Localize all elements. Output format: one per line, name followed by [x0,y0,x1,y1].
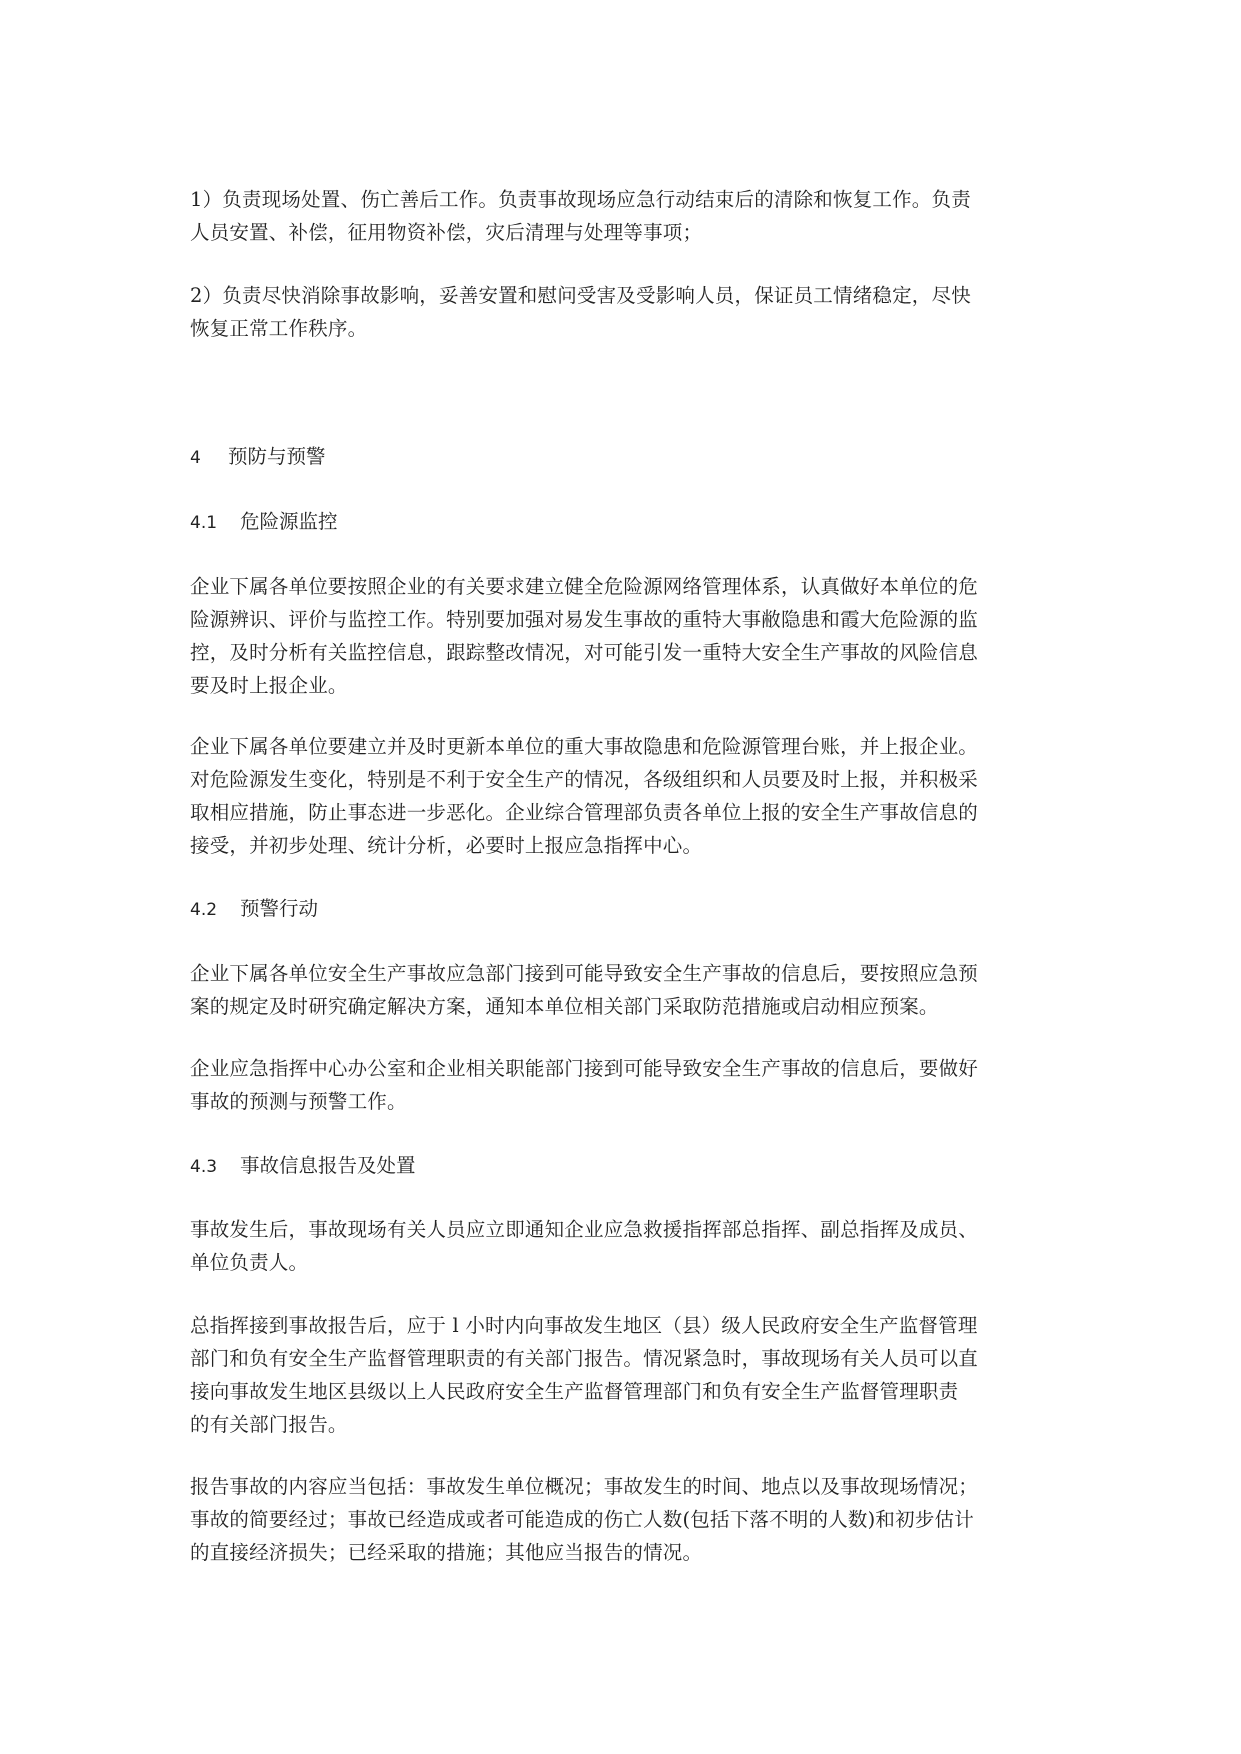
paragraph-forecast-warning [190,1052,1060,1118]
text-line: 报告事故的内容应当包括：事故发生单位概况；事故发生的时间、地点以及事故现场情况； [190,1475,979,1498]
text-line: 的直接经济损失；已经采取的措施；其他应当报告的情况。 [190,1541,703,1564]
text-line: 部门和负有安全生产监督管理职责的有关部门报告。情况紧急时，事故现场有关人员可以直 [190,1347,979,1370]
text-line: 事故发生后，事故现场有关人员应立即通知企业应急救援指挥部总指挥、副总指挥及成员、 [190,1218,979,1241]
paragraph-immediate-notice [190,1213,1060,1279]
section-heading-4-3 [190,1149,416,1184]
section-number: 4.3 [190,1157,218,1177]
paragraph-hazard-ledger [190,730,1060,862]
text-line: 单位负责人。 [190,1251,309,1274]
text-line: 2）负责尽快消除事故影响，妥善安置和慰问受害及受影响人员，保证员工情绪稳定，尽快 [190,284,971,307]
text-line: 案的规定及时研究确定解决方案，通知本单位相关部门采取防范措施或启动相应预案。 [190,995,939,1018]
section-heading-4-2 [190,892,318,927]
section-title: 预防与预警 [228,445,326,468]
text-line: 总指挥接到事故报告后，应于 l 小时内向事故发生地区（县）级人民政府安全生产监督管理 [190,1314,978,1337]
section-title: 危险源监控 [240,510,338,533]
text-line: 企业下属各单位要建立并及时更新本单位的重大事故隐患和危险源管理台账，并上报企业。 [190,735,979,758]
paragraph-report-contents [190,1470,1060,1569]
text-line: 的有关部门报告。 [190,1413,348,1436]
text-line: 取相应措施，防止事态进一步恶化。企业综合管理部负责各单位上报的安全生产事故信息的 [190,801,979,824]
paragraph-aftermath-duties [190,183,1060,249]
section-title: 预警行动 [240,897,319,920]
text-line: 事故的简要经过；事故已经造成或者可能造成的伤亡人数(包括下落不明的人数)和初步估计 [190,1508,974,1531]
paragraph-hazard-monitoring [190,570,1060,702]
paragraph-warning-response [190,957,1060,1023]
text-line: 要及时上报企业。 [190,674,348,697]
text-line: 企业应急指挥中心办公室和企业相关职能部门接到可能导致安全生产事故的信息后，要做好 [190,1057,979,1080]
text-line: 人员安置、补偿，征用物资补偿，灾后清理与处理等事项； [190,221,703,244]
section-number: 4 [190,448,201,468]
text-line: 企业下属各单位要按照企业的有关要求建立健全危险源网络管理体系，认真做好本单位的危 [190,575,979,598]
text-line: 企业下属各单位安全生产事故应急部门接到可能导致安全生产事故的信息后，要按照应急预 [190,962,979,985]
paragraph-recovery-duties [190,279,1060,345]
section-heading-4 [190,440,326,475]
section-number: 4.1 [190,513,218,533]
paragraph-report-timeline [190,1309,1060,1441]
text-line: 接向事故发生地区县级以上人民政府安全生产监督管理部门和负有安全生产监督管理职责 [190,1380,959,1403]
section-heading-4-1 [190,505,338,540]
section-title: 事故信息报告及处置 [240,1154,416,1177]
section-number: 4.2 [190,900,218,920]
text-line: 恢复正常工作秩序。 [190,317,368,340]
text-line: 对危险源发生变化，特别是不利于安全生产的情况，各级组织和人员要及时上报，并积极采 [190,768,979,791]
text-line: 事故的预测与预警工作。 [190,1090,407,1113]
text-line: 1）负责现场处置、伤亡善后工作。负责事故现场应急行动结束后的清除和恢复工作。负责 [190,188,971,211]
text-line: 接受，并初步处理、统计分析，必要时上报应急指挥中心。 [190,834,703,857]
text-line: 险源辨识、评价与监控工作。特别要加强对易发生事故的重特大事敝隐患和霞大危险源的监 [190,608,979,631]
text-line: 控，及时分析有关监控信息，跟踪整改情况，对可能引发一重特大安全生产事故的风险信息 [190,641,979,664]
